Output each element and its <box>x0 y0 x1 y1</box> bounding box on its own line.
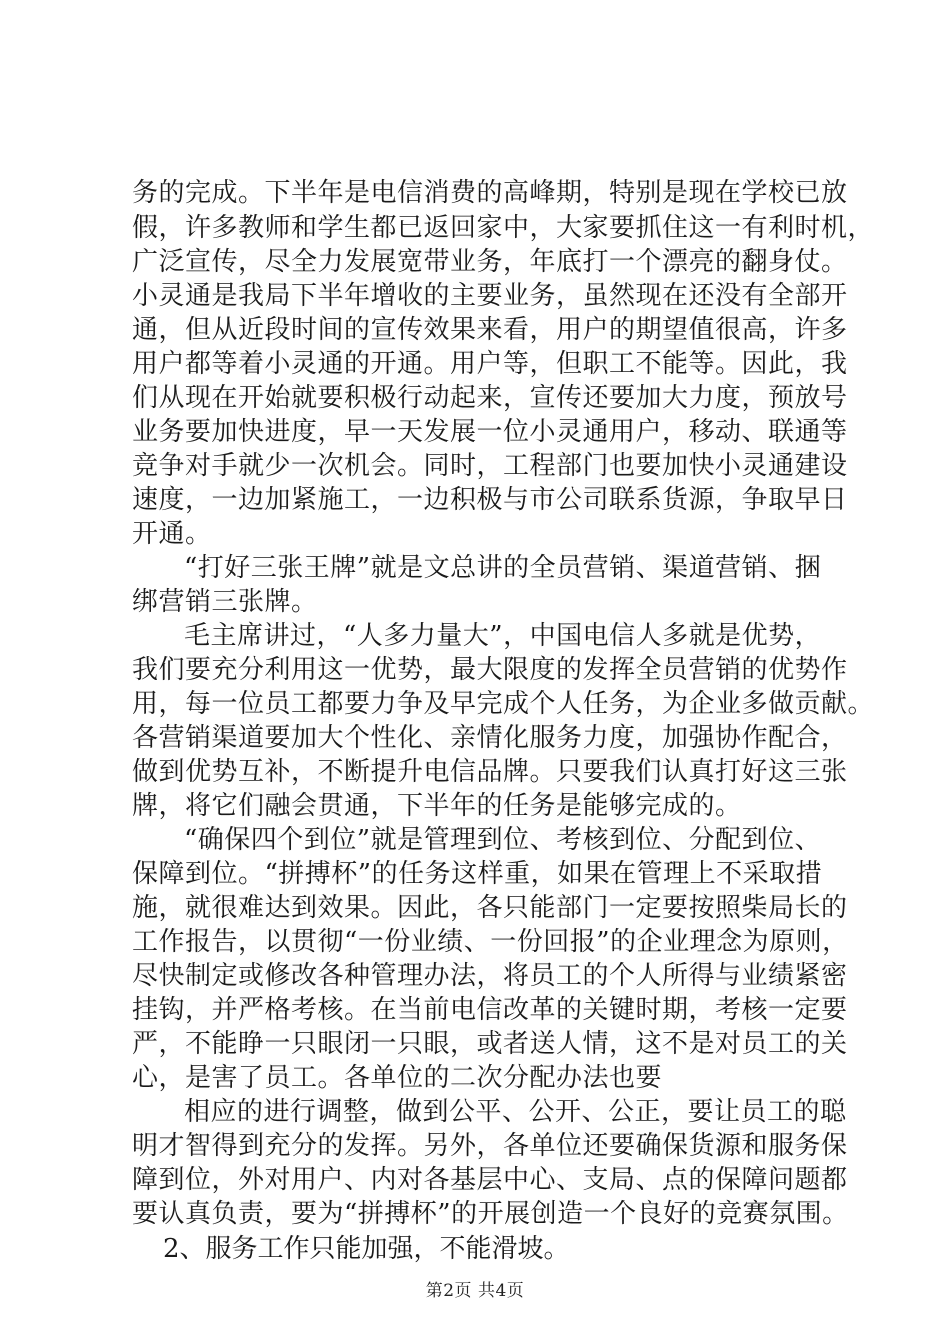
text-line: 竞争对手就少一次机会。同时，工程部门也要加快小灵通建设 <box>132 451 848 481</box>
text-line: 心，是害了员工。各单位的二次分配办法也要 <box>132 1063 663 1093</box>
text-line: 挂钩，并严格考核。在当前电信改革的关键时期，考核一定要 <box>132 995 848 1025</box>
text-line: 保障到位。“拼搏杯”的任务这样重，如果在管理上不采取措 <box>132 859 823 889</box>
text-line: 用，每一位员工都要力争及早完成个人任务，为企业多做贡献。 <box>132 689 875 719</box>
text-line: 要认真负责，要为“拼搏杯”的开展创造一个良好的竞赛氛围。 <box>132 1199 849 1229</box>
text-line: 各营销渠道要加大个性化、亲情化服务力度，加强协作配合， <box>132 723 848 753</box>
paragraph-first-line: 相应的进行调整，做到公平、公开、公正，要让员工的聪 <box>184 1097 847 1127</box>
text-line: 明才智得到充分的发挥。另外，各单位还要确保货源和服务保 <box>132 1131 848 1161</box>
paragraph-first-line: “打好三张王牌”就是文总讲的全员营销、渠道营销、捆 <box>184 553 822 583</box>
paragraph-first-line: “确保四个到位”就是管理到位、考核到位、分配到位、 <box>184 825 822 855</box>
section-heading: 2、服务工作只能加强，不能滑坡。 <box>163 1234 570 1264</box>
text-line: 严，不能睁一只眼闭一只眼，或者送人情，这不是对员工的关 <box>132 1029 848 1059</box>
text-line: 业务要加快进度，早一天发展一位小灵通用户，移动、联通等 <box>132 417 848 447</box>
text-line: 假，许多教师和学生都已返回家中，大家要抓住这一有利时机， <box>132 213 875 243</box>
text-line: 绑营销三张牌。 <box>132 587 318 617</box>
text-line: 施，就很难达到效果。因此，各只能部门一定要按照柴局长的 <box>132 893 848 923</box>
text-line: 开通。 <box>132 519 212 549</box>
text-line: 我们要充分利用这一优势，最大限度的发挥全员营销的优势作 <box>132 655 848 685</box>
text-line: 速度，一边加紧施工，一边积极与市公司联系货源，争取早日 <box>132 485 848 515</box>
text-line: 通，但从近段时间的宣传效果来看，用户的期望值很高，许多 <box>132 315 848 345</box>
text-line: 小灵通是我局下半年增收的主要业务，虽然现在还没有全部开 <box>132 281 848 311</box>
text-line: 务的完成。下半年是电信消费的高峰期，特别是现在学校已放 <box>132 178 848 208</box>
page-number-footer: 第2页 共4页 <box>425 1281 525 1301</box>
text-line: 用户都等着小灵通的开通。用户等，但职工不能等。因此，我 <box>132 349 848 379</box>
paragraph-first-line: 毛主席讲过，“人多力量大”，中国电信人多就是优势， <box>184 621 822 651</box>
text-line: 尽快制定或修改各种管理办法，将员工的个人所得与业绩紧密 <box>132 961 848 991</box>
text-line: 工作报告，以贯彻“一份业绩、一份回报”的企业理念为原则， <box>132 927 849 957</box>
text-line: 们从现在开始就要积极行动起来，宣传还要加大力度，预放号 <box>132 383 848 413</box>
text-line: 做到优势互补，不断提升电信品牌。只要我们认真打好这三张 <box>132 757 848 787</box>
text-line: 牌，将它们融会贯通，下半年的任务是能够完成的。 <box>132 791 742 821</box>
text-line: 障到位，外对用户、内对各基层中心、支局、点的保障问题都 <box>132 1165 848 1195</box>
text-line: 广泛宣传，尽全力发展宽带业务，年底打一个漂亮的翻身仗。 <box>132 247 848 277</box>
